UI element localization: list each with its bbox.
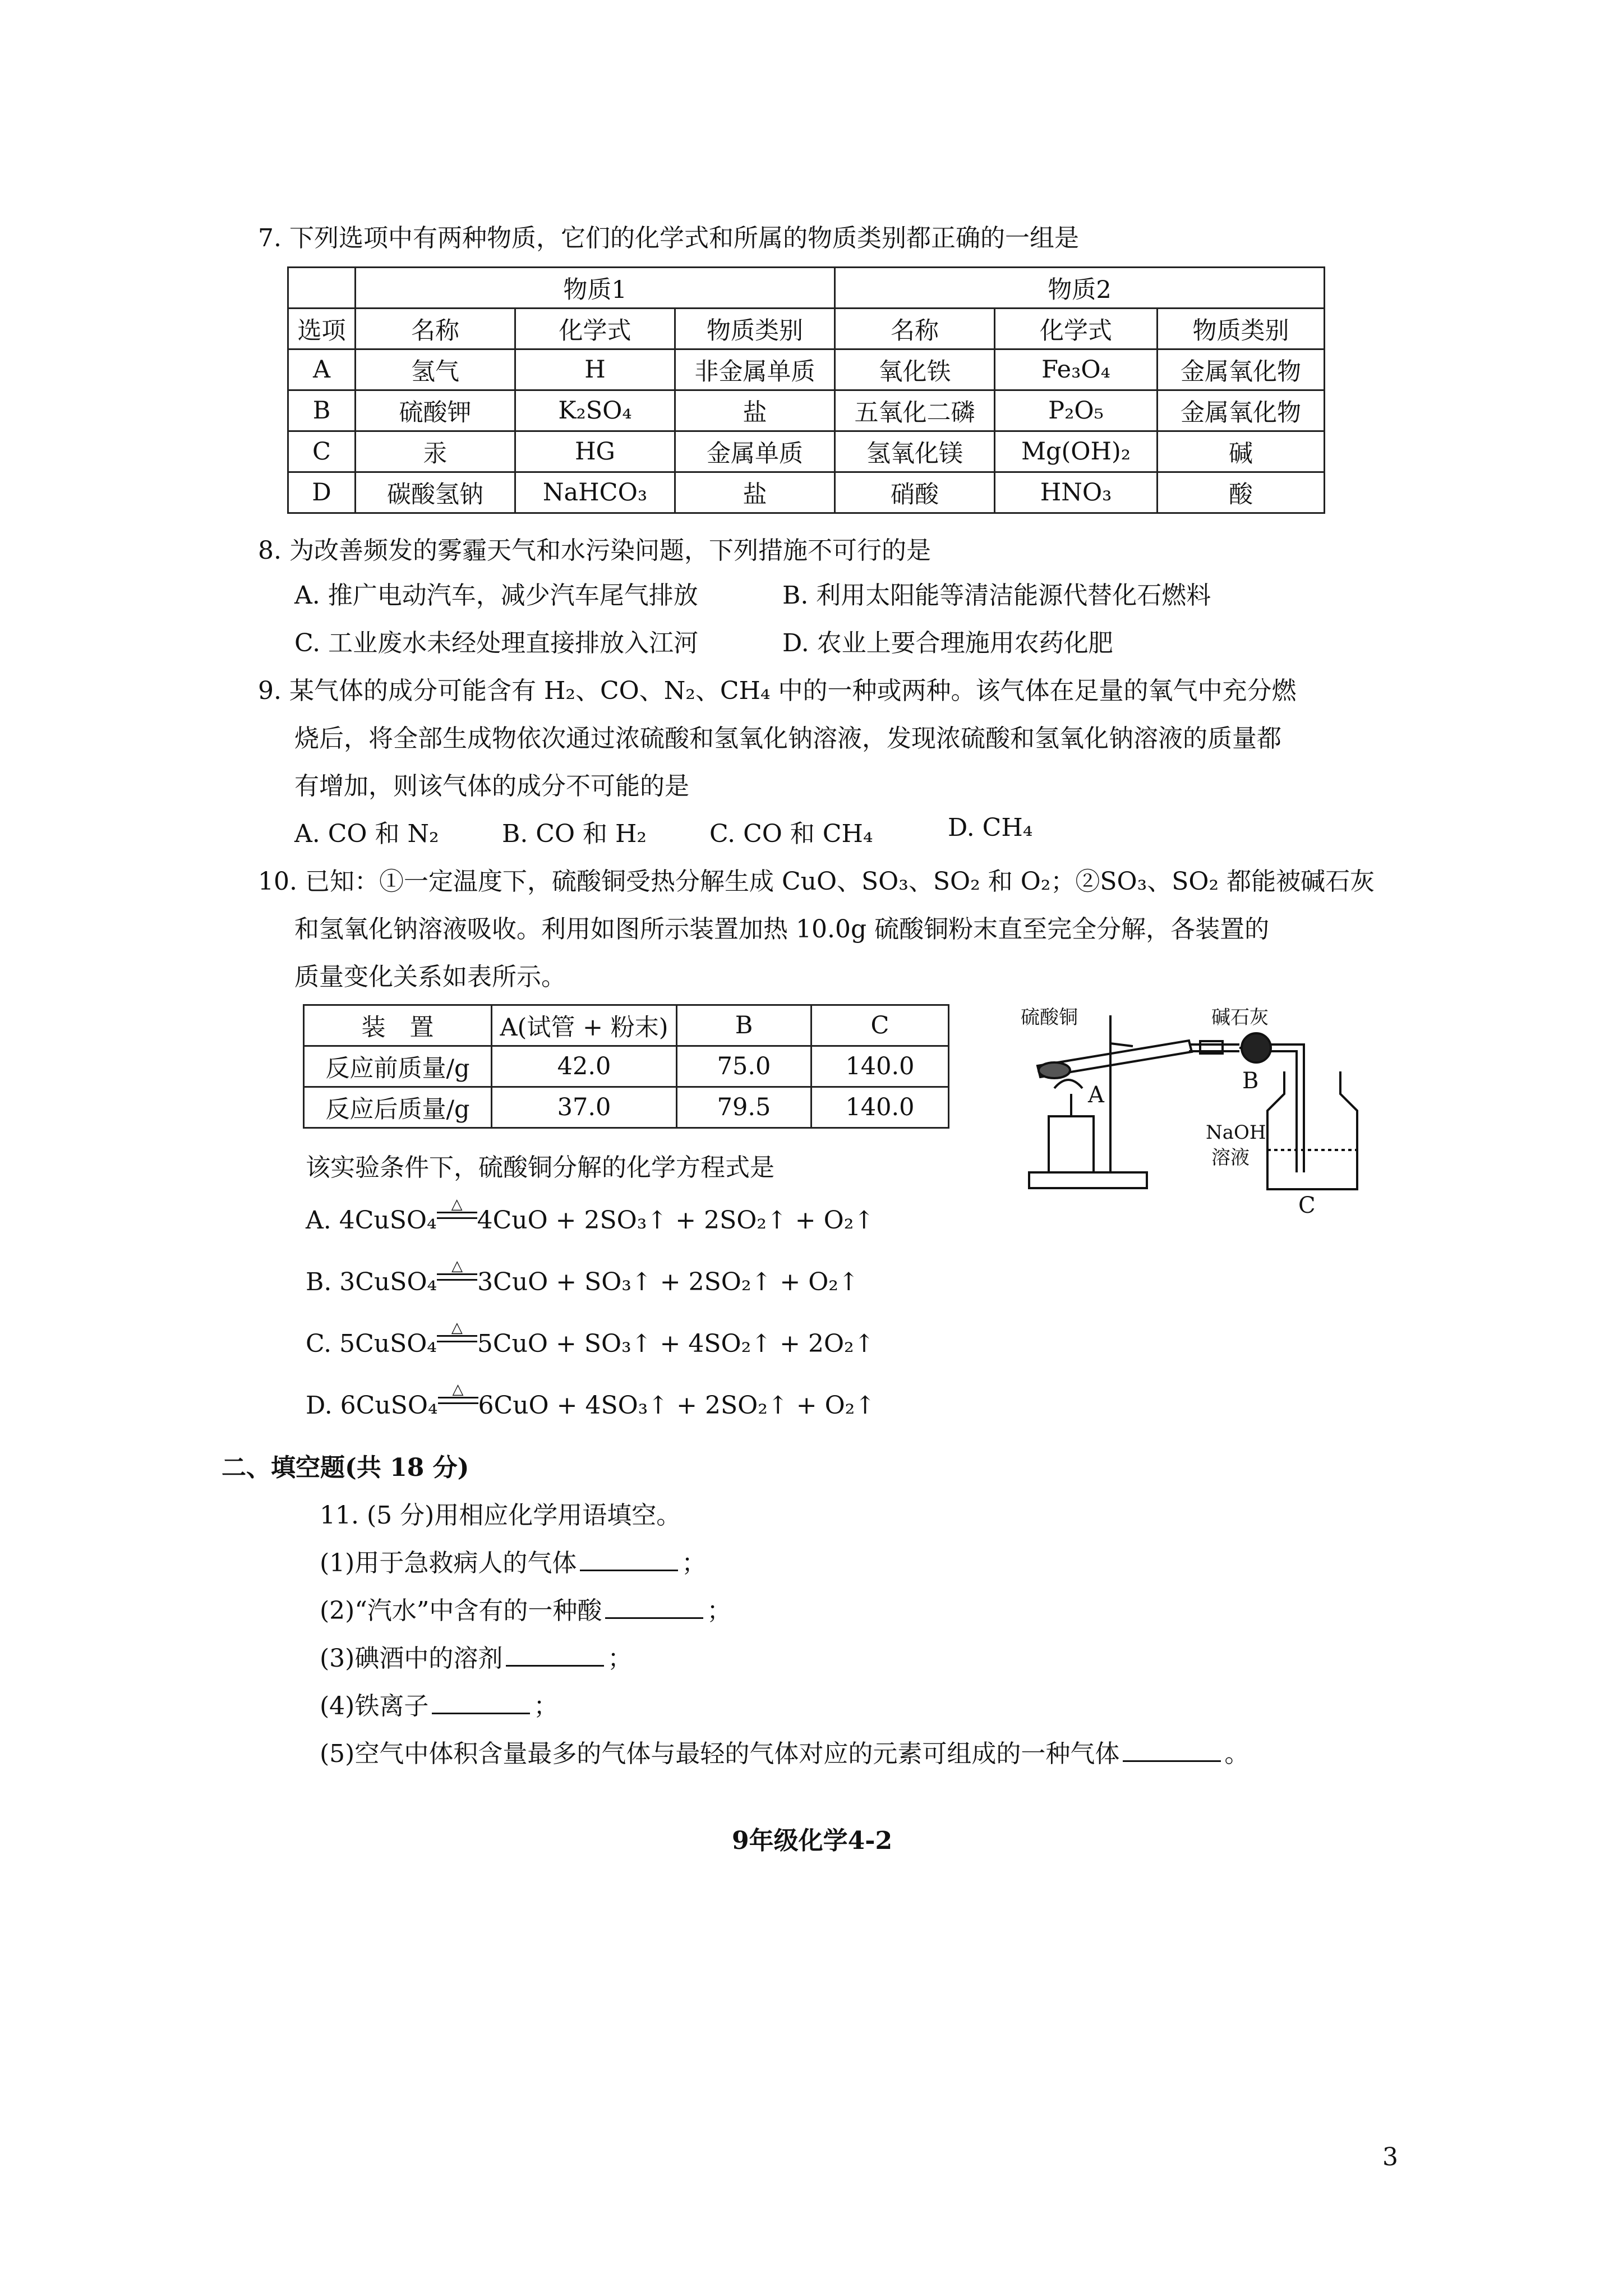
part-text: (5)空气中体积含量最多的气体与最轻的气体对应的元素可组成的一种气体 (320, 1740, 1120, 1768)
cell: 非金属单质 (675, 349, 835, 390)
table-row (288, 390, 1325, 431)
q9-option-a: A. CO 和 N₂ (294, 820, 439, 848)
cell: 氧化铁 (835, 349, 995, 390)
eq-rhs: 4CuO + 2SO₃↑ + 2SO₂↑ + O₂↑ (477, 1206, 875, 1235)
q10-stem2: 该实验条件下，硫酸铜分解的化学方程式是 (306, 1153, 774, 1182)
cell: HNO₃ (995, 472, 1158, 513)
q7-stem: 7. 下列选项中有两种物质，它们的化学式和所属的物质类别都正确的一组是 (258, 224, 1079, 252)
punct: 。 (1224, 1740, 1249, 1768)
cell: 硫酸钾 (356, 390, 515, 431)
heat-arrow (438, 1381, 478, 1414)
q8-option-a: A. 推广电动汽车，减少汽车尾气排放 (294, 581, 698, 610)
punct: ； (707, 1596, 732, 1625)
q8-option-b: B. 利用太阳能等清洁能源代替化石燃料 (782, 581, 1211, 610)
q10-option-d (306, 1381, 876, 1420)
heat-arrow (437, 1319, 477, 1352)
cell: 氢氧化镁 (835, 431, 995, 472)
stand-base (1029, 1172, 1147, 1188)
h-c: C (811, 1005, 949, 1046)
cell: 金属单质 (675, 431, 835, 472)
cell: 金属氧化物 (1158, 390, 1325, 431)
label-cuso4: 硫酸铜 (1021, 1006, 1078, 1029)
label-a: A (1088, 1082, 1104, 1108)
cell: P₂O₅ (995, 390, 1158, 431)
cell: 硝酸 (835, 472, 995, 513)
answer-blank[interactable] (432, 1694, 530, 1714)
table-corner (288, 268, 356, 309)
cell: 碱 (1158, 431, 1325, 472)
q10-line1: 10. 已知：①一定温度下，硫酸铜受热分解生成 CuO、SO₃、SO₂ 和 O₂；②SO₃、SO₂ 都能被碱石灰 (258, 867, 1375, 896)
cell: 盐 (675, 390, 835, 431)
part-text: (4)铁离子 (320, 1692, 429, 1720)
label-solution: 溶液 (1211, 1147, 1249, 1169)
q10-option-b (306, 1258, 859, 1296)
cell: 盐 (675, 472, 835, 513)
q10-line2: 和氢氧化钠溶液吸收。利用如图所示装置加热 10.0g 硫酸铜粉末直至完全分解，各装置的 (294, 915, 1270, 944)
heat-arrow (437, 1258, 477, 1290)
col-option: 选项 (288, 309, 356, 349)
cell: 反应后质量/g (304, 1087, 492, 1128)
q11-part4 (320, 1686, 558, 1722)
punct: ； (607, 1644, 633, 1673)
cell: K₂SO₄ (515, 390, 675, 431)
punct: ； (681, 1549, 707, 1577)
cell: 反应前质量/g (304, 1046, 492, 1087)
cell: 37.0 (492, 1087, 677, 1128)
q11-part5 (320, 1733, 1249, 1769)
cell: C (288, 431, 356, 472)
alcohol-lamp (1049, 1116, 1094, 1172)
q9-line3: 有增加，则该气体的成分不可能的是 (294, 772, 689, 800)
cell: B (288, 390, 356, 431)
section2-title: 二、填空题(共 18 分) (222, 1453, 469, 1482)
punct: ； (533, 1692, 559, 1720)
cell: 140.0 (811, 1087, 949, 1128)
apparatus-diagram (1021, 1004, 1368, 1217)
drying-tube (1242, 1033, 1271, 1062)
col-formula1: 化学式 (515, 309, 675, 349)
bottle (1267, 1071, 1357, 1189)
cell: H (515, 349, 675, 390)
page-footer: 9年级化学4-2 (732, 1826, 893, 1855)
cell: A (288, 349, 356, 390)
eq-lhs: A. 4CuSO₄ (306, 1206, 437, 1235)
h-a: A(试管 + 粉末) (492, 1005, 677, 1046)
answer-blank[interactable] (1123, 1741, 1221, 1762)
col-category1: 物质类别 (675, 309, 835, 349)
table-row (304, 1046, 949, 1087)
cell: 五氧化二磷 (835, 390, 995, 431)
cell: 140.0 (811, 1046, 949, 1087)
q11-part3 (320, 1638, 632, 1674)
delta-icon: △ (451, 1258, 463, 1274)
cell: 79.5 (677, 1087, 811, 1128)
q10-line3: 质量变化关系如表所示。 (294, 963, 566, 991)
cell: 酸 (1158, 472, 1325, 513)
q8-option-c: C. 工业废水未经处理直接排放入江河 (294, 629, 699, 657)
q9-line1: 9. 某气体的成分可能含有 H₂、CO、N₂、CH₄ 中的一种或两种。该气体在足量的氧气中充分燃 (258, 677, 1297, 705)
heat-arrow (437, 1196, 477, 1228)
q9-option-c: C. CO 和 CH₄ (709, 820, 873, 848)
col-formula2: 化学式 (995, 309, 1158, 349)
q11-stem: 11. (5 分)用相应化学用语填空。 (320, 1501, 681, 1530)
part-text: (2)“汽水”中含有的一种酸 (320, 1596, 602, 1625)
flame (1054, 1080, 1082, 1088)
delta-icon: △ (451, 1196, 463, 1213)
table-row (288, 472, 1325, 513)
eq-rhs: 5CuO + SO₃↑ + 4SO₂↑ + 2O₂↑ (477, 1329, 875, 1358)
eq-lhs: C. 5CuSO₄ (306, 1329, 437, 1358)
q7-table (287, 266, 1325, 514)
answer-blank[interactable] (605, 1598, 703, 1619)
col-category2: 物质类别 (1158, 309, 1325, 349)
answer-blank[interactable] (506, 1646, 604, 1667)
q8-option-d: D. 农业上要合理施用农药化肥 (782, 629, 1113, 657)
cell: 汞 (356, 431, 515, 472)
q10-mass-table (303, 1004, 949, 1129)
delta-icon: △ (451, 1319, 463, 1336)
label-lime: 碱石灰 (1211, 1006, 1269, 1029)
h-b: B (677, 1005, 811, 1046)
q10-option-c (306, 1319, 875, 1358)
cell: Mg(OH)₂ (995, 431, 1158, 472)
cell: D (288, 472, 356, 513)
table-row (304, 1087, 949, 1128)
part-text: (3)碘酒中的溶剂 (320, 1644, 503, 1673)
table-row (288, 349, 1325, 390)
col-name1: 名称 (356, 309, 515, 349)
part-text: (1)用于急救病人的气体 (320, 1549, 577, 1577)
page-number: 3 (1382, 2143, 1398, 2171)
eq-rhs: 3CuO + SO₃↑ + 2SO₂↑ + O₂↑ (477, 1268, 859, 1296)
cell: 氢气 (356, 349, 515, 390)
cell: NaHCO₃ (515, 472, 675, 513)
group1-header: 物质1 (356, 268, 835, 309)
cell: HG (515, 431, 675, 472)
label-c: C (1298, 1193, 1316, 1217)
group2-header: 物质2 (835, 268, 1325, 309)
eq-rhs: 6CuO + 4SO₃↑ + 2SO₂↑ + O₂↑ (478, 1391, 876, 1420)
label-naoh: NaOH (1206, 1121, 1266, 1144)
h-device: 装 置 (304, 1005, 492, 1046)
q10-option-a (306, 1196, 875, 1235)
q11-part2 (320, 1590, 731, 1626)
cell: 碳酸氢钠 (356, 472, 515, 513)
label-b: B (1242, 1068, 1259, 1094)
answer-blank[interactable] (580, 1550, 678, 1571)
q9-line2: 烧后，将全部生成物依次通过浓硫酸和氢氧化钠溶液，发现浓硫酸和氢氧化钠溶液的质量都 (294, 724, 1281, 753)
table-row (288, 431, 1325, 472)
eq-lhs: B. 3CuSO₄ (306, 1268, 437, 1296)
eq-lhs: D. 6CuSO₄ (306, 1391, 438, 1420)
cell: 金属氧化物 (1158, 349, 1325, 390)
cell: 42.0 (492, 1046, 677, 1087)
q11-part1 (320, 1543, 706, 1579)
cell: Fe₃O₄ (995, 349, 1158, 390)
cell: 75.0 (677, 1046, 811, 1087)
q9-option-d: D. CH₄ (948, 813, 1033, 842)
col-name2: 名称 (835, 309, 995, 349)
q9-option-b: B. CO 和 H₂ (502, 820, 647, 848)
delta-icon: △ (452, 1381, 464, 1398)
q8-stem: 8. 为改善频发的雾霾天气和水污染问题，下列措施不可行的是 (258, 536, 931, 565)
